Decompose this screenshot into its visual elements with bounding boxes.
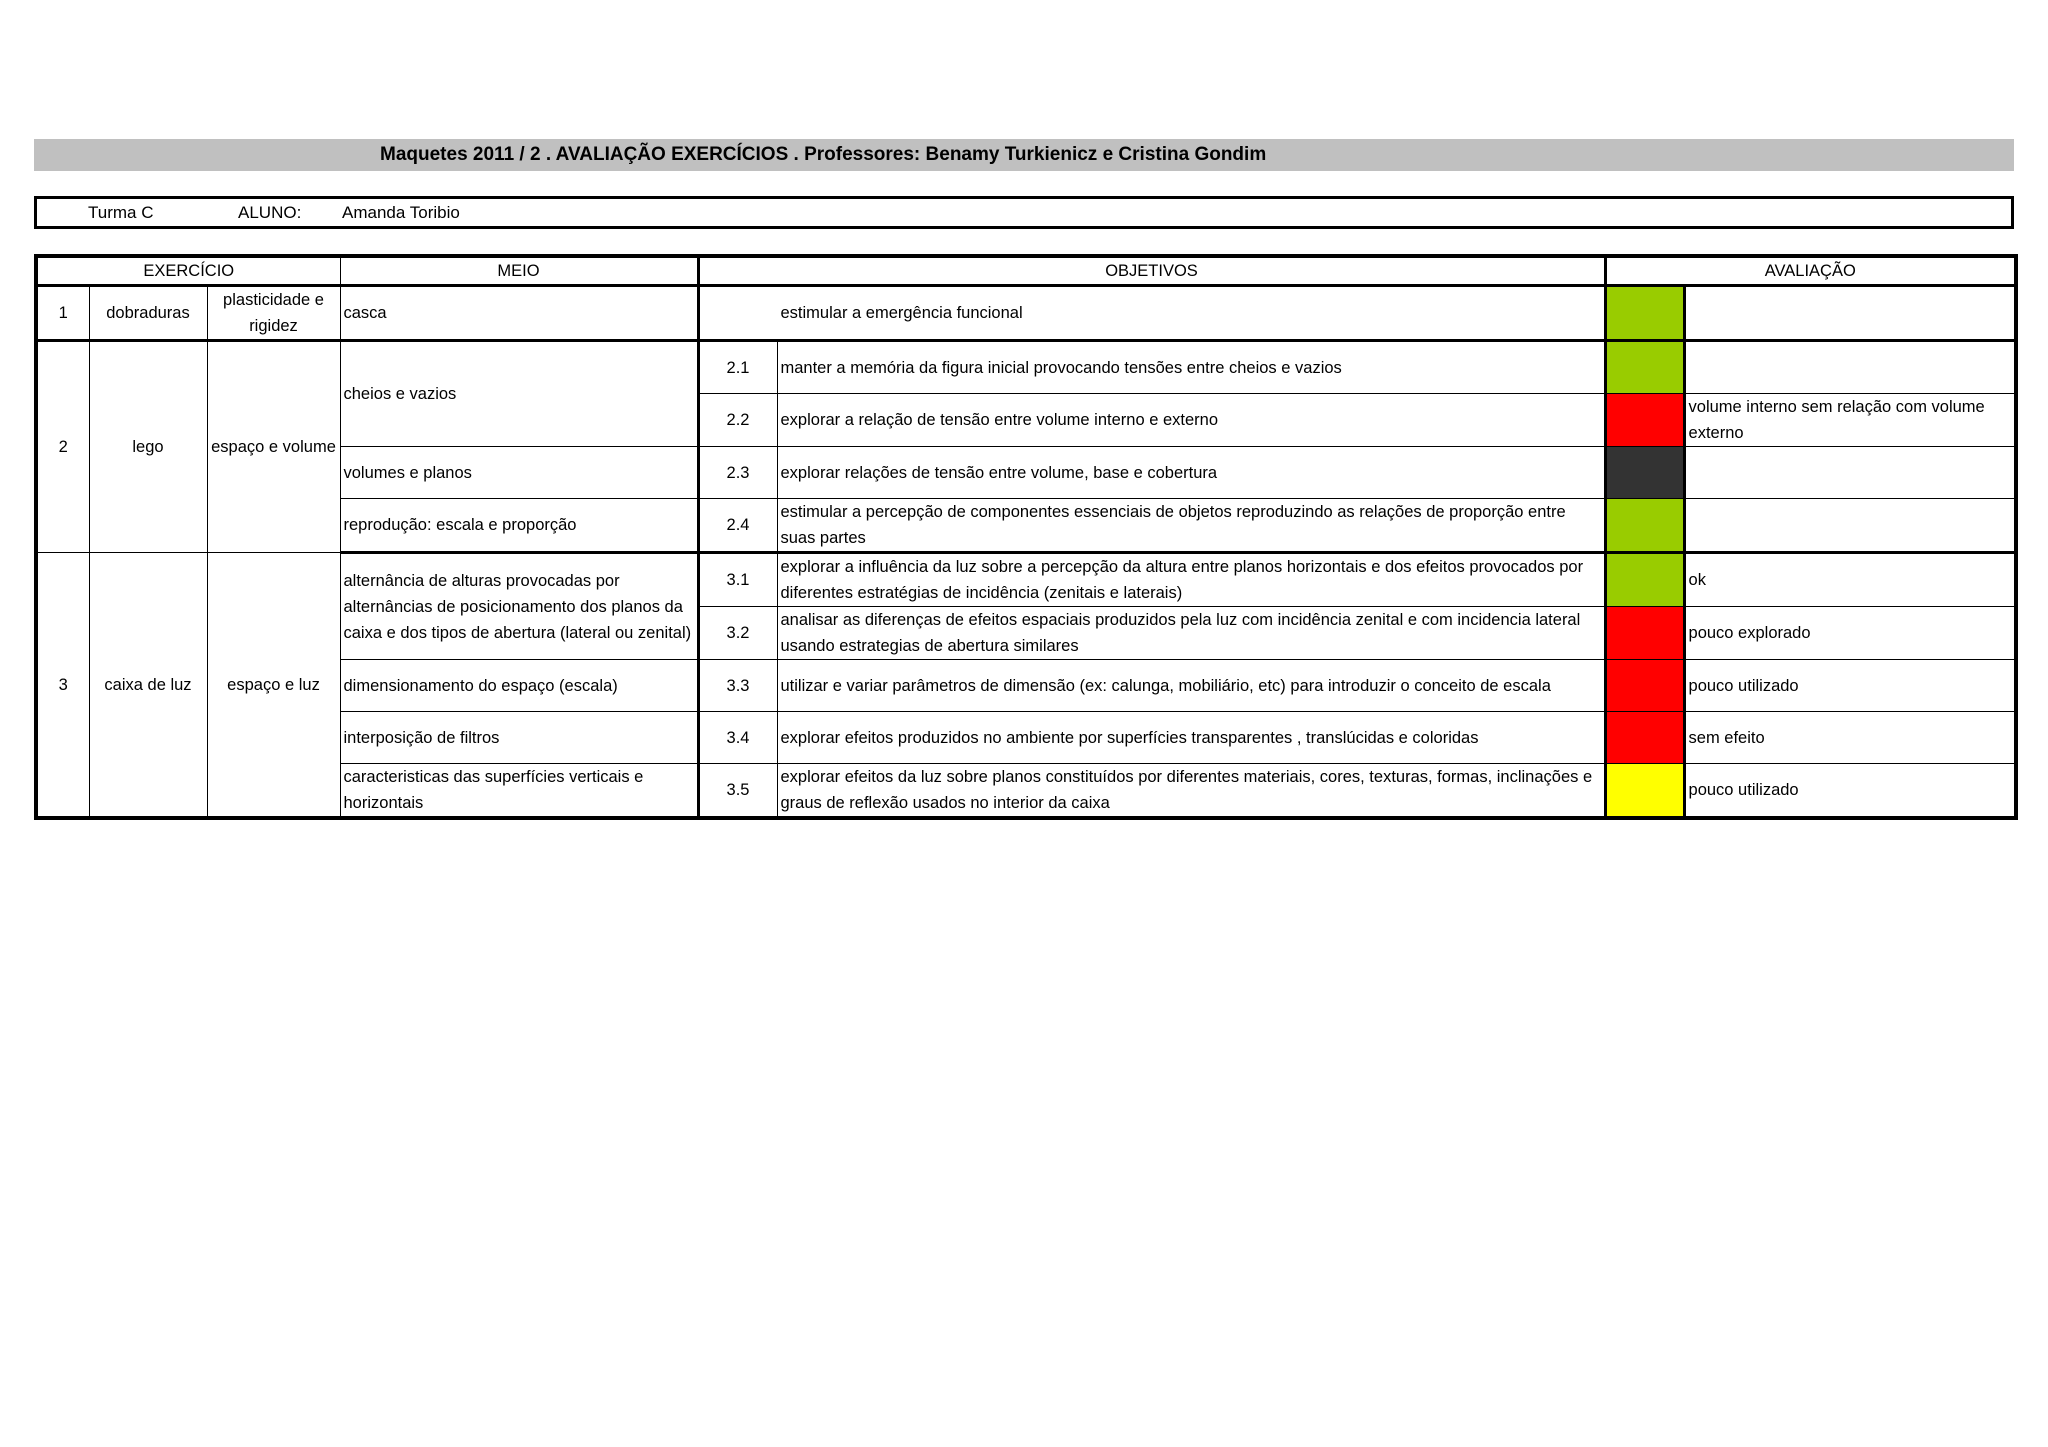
table-row: [36, 553, 2016, 607]
exercise-name: lego: [89, 341, 207, 553]
evaluation-comment: [1684, 341, 2016, 394]
evaluation-swatch: [1605, 447, 1684, 499]
objective-code: 3.5: [698, 764, 777, 819]
objective-cell: utilizar e variar parâmetros de dimensão (ex: calunga, mobiliário, etc) para introduzir o conceito de escala: [777, 660, 1605, 712]
evaluation-comment: [1684, 447, 2016, 499]
exercise-theme: espaço e volume: [207, 341, 340, 553]
meio-cell: cheios e vazios: [340, 341, 698, 447]
evaluation-swatch: [1605, 553, 1684, 607]
meio-cell: dimensionamento do espaço (escala): [340, 660, 698, 712]
objective-code: 3.1: [698, 553, 777, 607]
exercise-number: 3: [36, 553, 89, 819]
evaluation-swatch: [1605, 394, 1684, 447]
evaluation-swatch: [1605, 764, 1684, 819]
objective-code: 2.3: [698, 447, 777, 499]
student-name: Amanda Toribio: [342, 203, 460, 222]
objective-code: 3.2: [698, 607, 777, 660]
objective-code: 3.4: [698, 712, 777, 764]
exercise-theme: espaço e luz: [207, 553, 340, 819]
objective-cell: explorar a influência da luz sobre a percepção da altura entre planos horizontais e dos efeitos provocados por diferentes estratégias de incidência (zenitais e laterais): [777, 553, 1605, 607]
meio-cell: reprodução: escala e proporção: [340, 499, 698, 553]
objective-cell: explorar efeitos da luz sobre planos constituídos por diferentes materiais, cores, texturas, formas, inclinações e graus de reflexão usados no interior da caixa: [777, 764, 1605, 819]
evaluation-comment: volume interno sem relação com volume externo: [1684, 394, 2016, 447]
objective-code: 3.3: [698, 660, 777, 712]
evaluation-comment: [1684, 286, 2016, 341]
objective-code: 2.1: [698, 341, 777, 394]
meio-cell: casca: [340, 286, 698, 341]
evaluation-comment: ok: [1684, 553, 2016, 607]
page-title: Maquetes 2011 / 2 . AVALIAÇÃO EXERCÍCIOS . Professores: Benamy Turkienicz e Cristina Gondim: [34, 139, 2014, 171]
evaluation-comment: sem efeito: [1684, 712, 2016, 764]
objective-code: 2.2: [698, 394, 777, 447]
exercise-name: dobraduras: [89, 286, 207, 341]
objective-text: estimular a emergência funcional: [780, 304, 1023, 322]
evaluation-comment: pouco explorado: [1684, 607, 2016, 660]
header-exercicio: EXERCÍCIO: [36, 256, 340, 286]
objective-cell: explorar relações de tensão entre volume, base e cobertura: [777, 447, 1605, 499]
objective-code: 2.4: [698, 499, 777, 553]
header-avaliacao: AVALIAÇÃO: [1605, 256, 2016, 286]
meio-cell: interposição de filtros: [340, 712, 698, 764]
evaluation-comment: [1684, 499, 2016, 553]
header-meio: MEIO: [340, 256, 698, 286]
table-header: [36, 256, 2016, 286]
objective-cell: [698, 286, 1605, 341]
evaluation-swatch: [1605, 286, 1684, 341]
evaluation-swatch: [1605, 660, 1684, 712]
student-info: [34, 196, 2014, 229]
evaluation-comment: pouco utilizado: [1684, 764, 2016, 819]
table-row: [36, 341, 2016, 394]
exercise-number: 1: [36, 286, 89, 341]
evaluation-comment: pouco utilizado: [1684, 660, 2016, 712]
exercise-theme: plasticidade e rigidez: [207, 286, 340, 341]
header-objetivos: OBJETIVOS: [698, 256, 1605, 286]
exercise-number: 2: [36, 341, 89, 553]
evaluation-swatch: [1605, 499, 1684, 553]
objective-cell: manter a memória da figura inicial provocando tensões entre cheios e vazios: [777, 341, 1605, 394]
objective-cell: explorar a relação de tensão entre volume interno e externo: [777, 394, 1605, 447]
objective-cell: analisar as diferenças de efeitos espaciais produzidos pela luz com incidência zenital e com incidencia lateral usando estrategias de abertura similares: [777, 607, 1605, 660]
meio-cell: caracteristicas das superfícies verticais e horizontais: [340, 764, 698, 819]
evaluation-swatch: [1605, 607, 1684, 660]
evaluation-swatch: [1605, 341, 1684, 394]
class-label: Turma C: [88, 203, 154, 222]
evaluation-swatch: [1605, 712, 1684, 764]
evaluation-table: [34, 254, 2018, 820]
table-row: [36, 286, 2016, 341]
exercise-name: caixa de luz: [89, 553, 207, 819]
meio-cell: volumes e planos: [340, 447, 698, 499]
table-body: [36, 286, 2016, 819]
meio-cell: alternância de alturas provocadas por alternâncias de posicionamento dos planos da caixa e dos tipos de abertura (lateral ou zenital): [340, 553, 698, 660]
objective-cell: estimular a percepção de componentes essenciais de objetos reproduzindo as relações de proporção entre suas partes: [777, 499, 1605, 553]
student-label: ALUNO:: [238, 203, 302, 222]
objective-cell: explorar efeitos produzidos no ambiente por superfícies transparentes , translúcidas e coloridas: [777, 712, 1605, 764]
